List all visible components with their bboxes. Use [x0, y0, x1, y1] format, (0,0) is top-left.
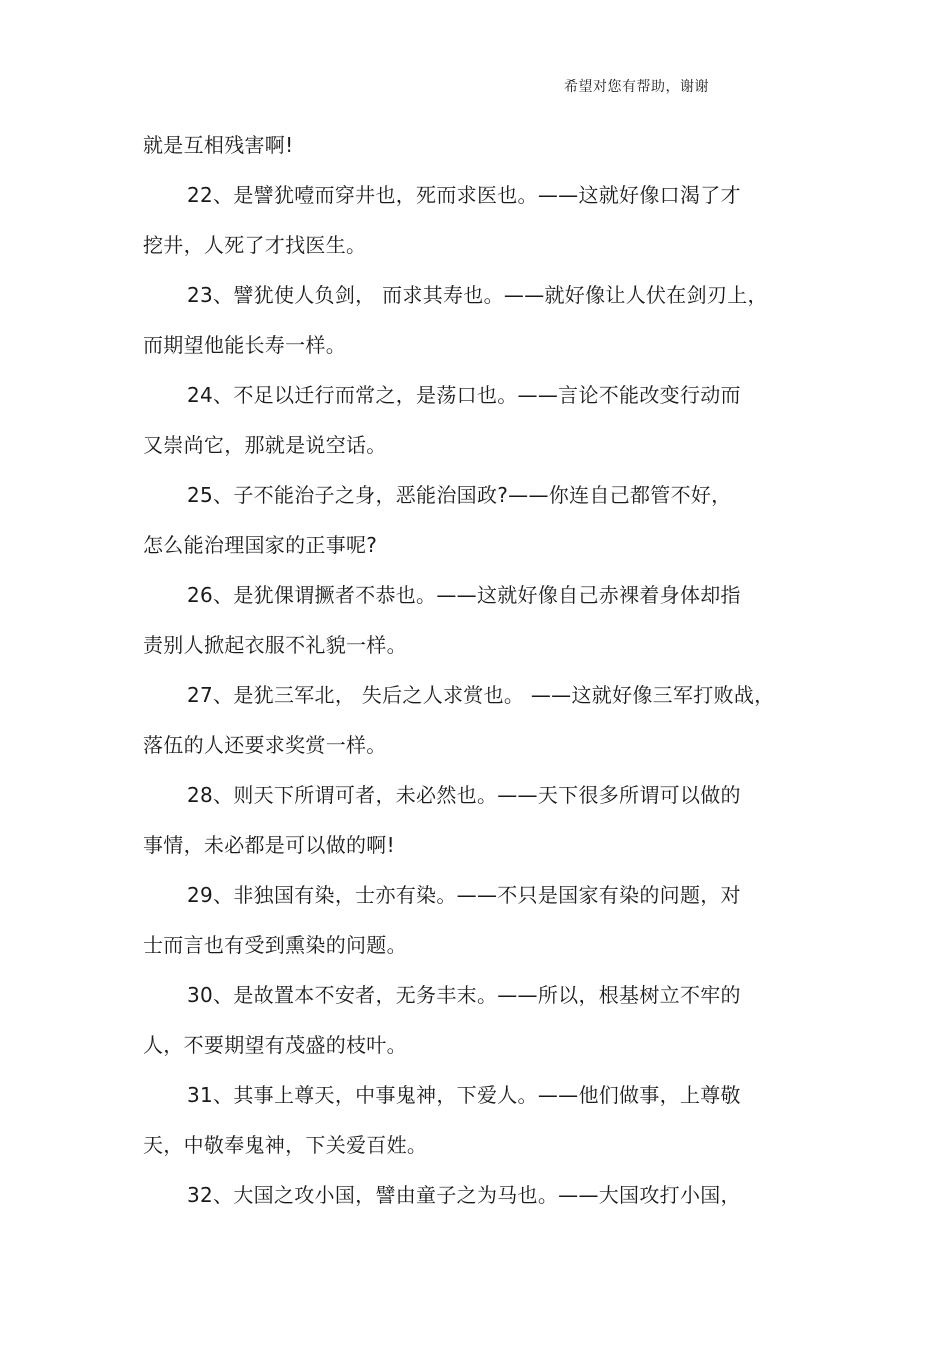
text-line: 29、非独国有染，士亦有染。——不只是国家有染的问题，对: [187, 883, 741, 907]
text-line: 26、是犹倮谓撅者不恭也。——这就好像自己赤裸着身体却指: [187, 583, 741, 607]
text-line: 怎么能治理国家的正事呢?: [143, 533, 378, 557]
text-line: 31、其事上尊天，中事鬼神，下爱人。——他们做事，上尊敬: [187, 1083, 741, 1107]
text-line: 32、大国之攻小国，譬由童子之为马也。——大国攻打小国，: [187, 1183, 741, 1207]
text-line: 23、譬犹使人负剑， 而求其寿也。——就好像让人伏在剑刃上，: [187, 283, 768, 307]
text-line: 挖井，人死了才找医生。: [143, 233, 367, 257]
text-line: 而期望他能长寿一样。: [143, 333, 346, 357]
text-line: 27、是犹三军北， 失后之人求赏也。 ——这就好像三军打败战，: [187, 683, 775, 707]
text-line: 24、不足以迁行而常之，是荡口也。——言论不能改变行动而: [187, 383, 741, 407]
text-line: 事情，未必都是可以做的啊!: [143, 833, 395, 857]
text-line: 25、子不能治子之身，恶能治国政?——你连自己都管不好，: [187, 483, 732, 507]
text-line: 责别人掀起衣服不礼貌一样。: [143, 633, 407, 657]
text-line: 落伍的人还要求奖赏一样。: [143, 733, 387, 757]
text-line: 人，不要期望有茂盛的枝叶。: [143, 1033, 407, 1057]
text-line: 28、则天下所谓可者，未必然也。——天下很多所谓可以做的: [187, 783, 741, 807]
text-line: 就是互相残害啊!: [143, 133, 294, 157]
text-line: 22、是譬犹噎而穿井也，死而求医也。——这就好像口渴了才: [187, 183, 741, 207]
text-line: 30、是故置本不安者，无务丰末。——所以，根基树立不牢的: [187, 983, 741, 1007]
text-line: 又崇尚它，那就是说空话。: [143, 433, 387, 457]
header-note: 希望对您有帮助，谢谢: [564, 79, 709, 95]
text-line: 天，中敬奉鬼神，下关爱百姓。: [143, 1133, 428, 1157]
text-line: 士而言也有受到熏染的问题。: [143, 933, 407, 957]
